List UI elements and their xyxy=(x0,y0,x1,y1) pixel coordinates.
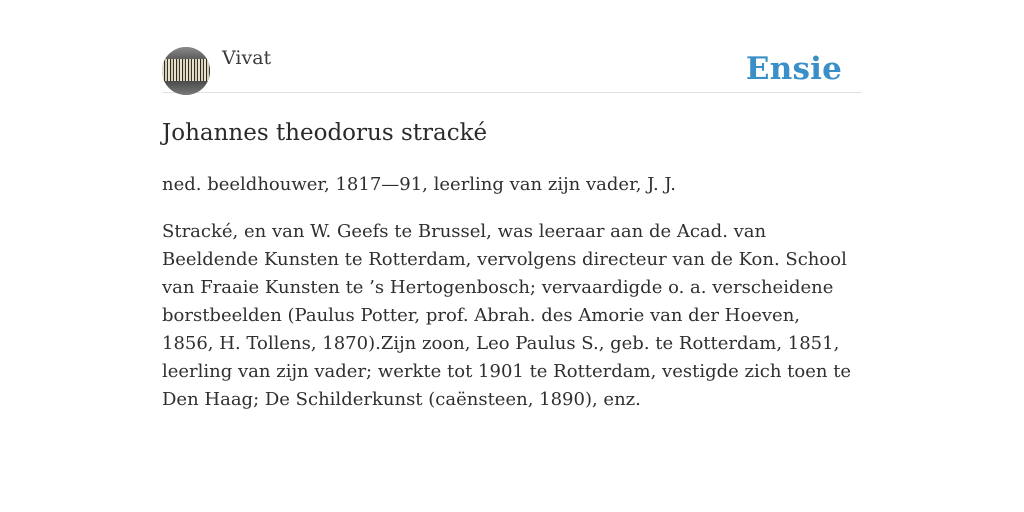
bookshelf-top-icon xyxy=(162,47,210,59)
page-container xyxy=(162,0,862,414)
books-icon xyxy=(162,59,210,81)
header xyxy=(162,0,862,93)
article-paragraph: ned. beeldhouwer, 1817—91, leerling van zijn vader, J. J. xyxy=(162,174,676,195)
bookshelf-bottom-icon xyxy=(162,81,210,95)
avatar[interactable] xyxy=(162,47,210,95)
article-paragraph: Stracké, en van W. Geefs te Brussel, was leeraar aan de Acad. van Beeldende Kunsten te Rotterdam, vervolgens directeur van de Kon. School van Fraaie Kunsten te ’s Hertogenbosch; vervaardigde o. a. verscheidene borstbeelden (Paulus Potter, prof. Abrah. des Amorie van der Hoeven, 1856, H. Tollens, 1870).Zijn zoon, Leo Paulus S., geb. te Rotterdam, 1851, leerling van zijn vader; werkte tot 1901 te Rotterdam, vestigde zich toen te Den Haag; De Schilderkunst (caënsteen, 1890), enz. xyxy=(162,221,852,410)
article-title: Johannes theodorus stracké xyxy=(162,120,488,146)
ensie-logo[interactable]: Ensie xyxy=(745,51,842,87)
site-name-link[interactable]: Vivat xyxy=(222,47,272,69)
